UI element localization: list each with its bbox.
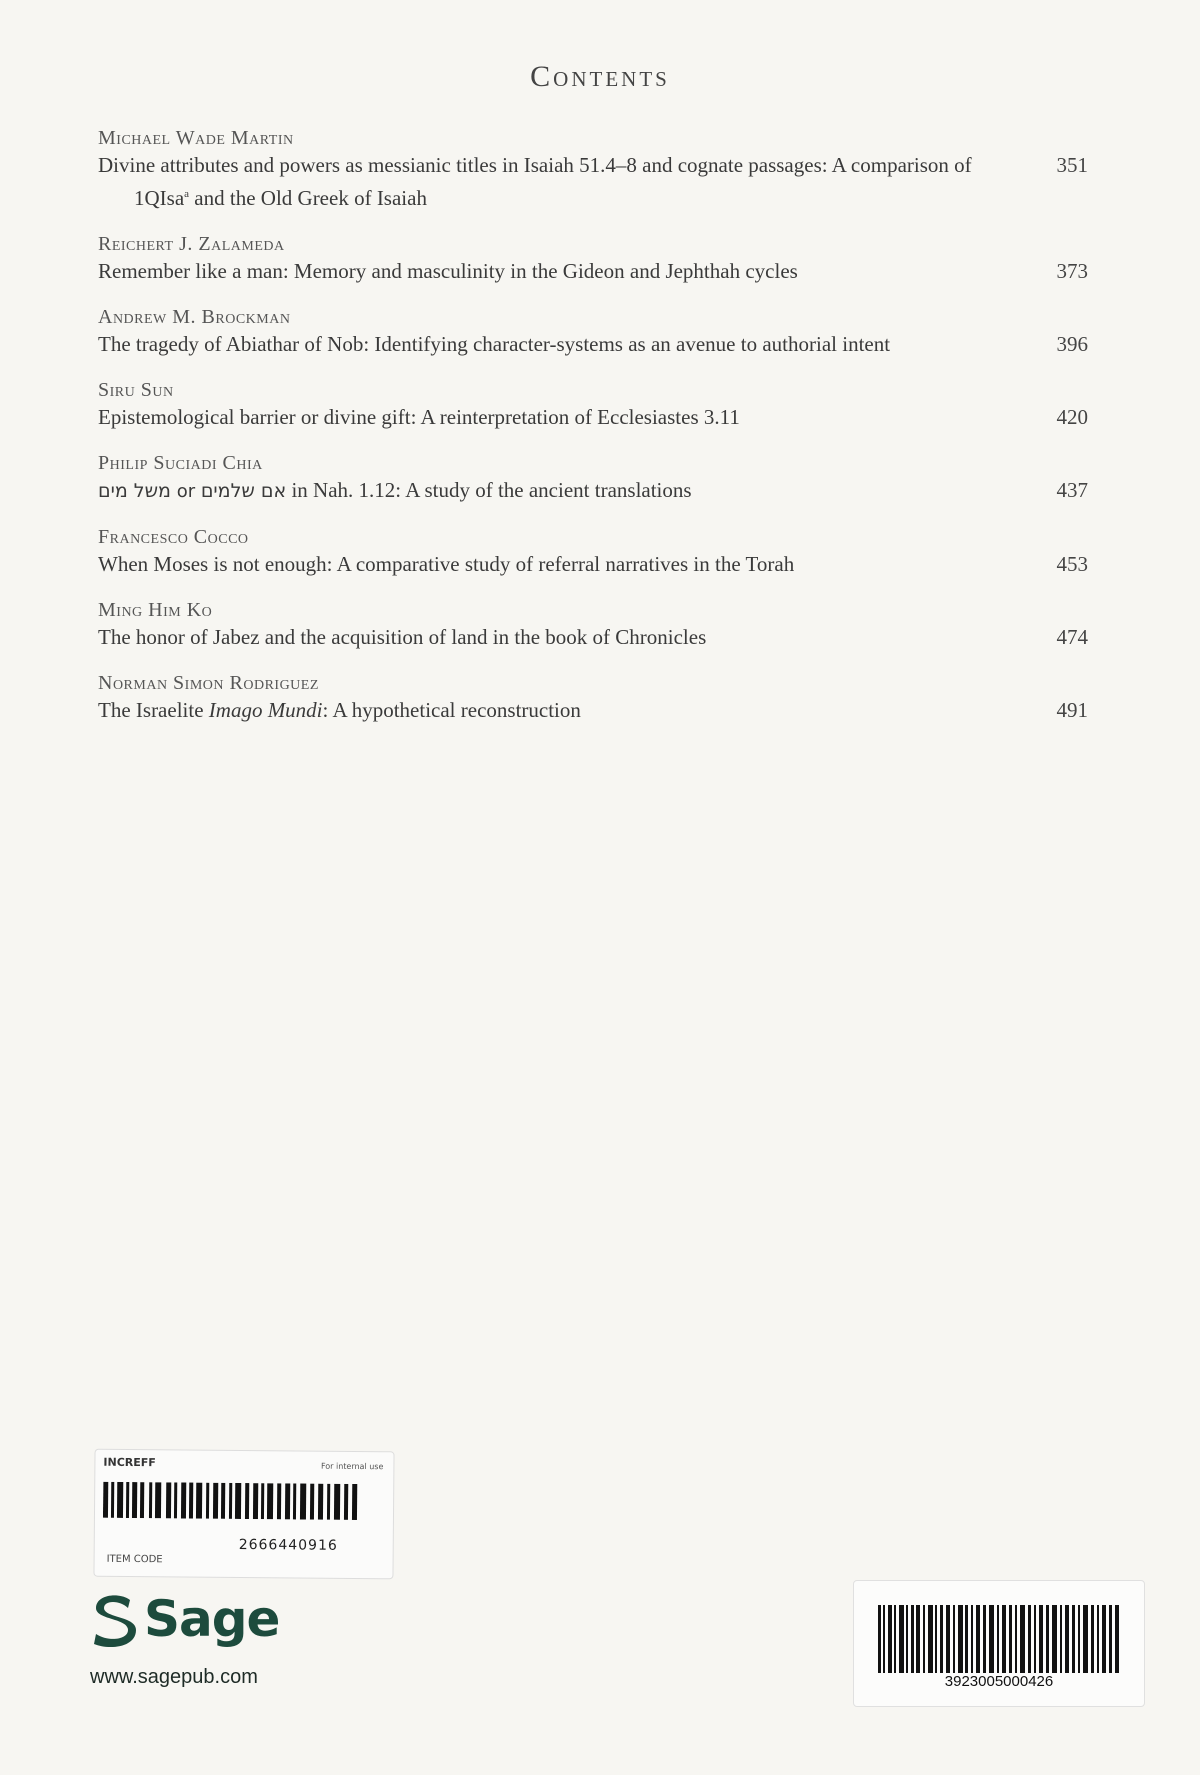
sticker-label: ITEM CODE (106, 1553, 163, 1566)
toc-entry (98, 304, 1088, 359)
toc-entry (98, 597, 1088, 652)
toc-entry (98, 524, 1088, 579)
entry-title: משל מים or אם שלמים in Nah. 1.12: A study of the ancient translations (98, 478, 692, 502)
publisher-logo (90, 1590, 279, 1648)
publisher-website[interactable]: www.sagepub.com (90, 1666, 258, 1688)
entry-author: Philip Suciadi Chia (98, 452, 263, 474)
entry-page-number: 474 (1056, 625, 1088, 649)
entry-author: Siru Sun (98, 379, 174, 401)
publisher-name: Sage (144, 1590, 280, 1648)
sticker-brand: INCREFF (103, 1455, 156, 1470)
entry-page-number: 491 (1056, 698, 1088, 722)
entry-title: The tragedy of Abiathar of Nob: Identifying character-systems as an avenue to authorial intent (98, 332, 891, 356)
entry-title: The honor of Jabez and the acquisition of land in the book of Chronicles (98, 625, 707, 649)
toc-entry (98, 670, 1088, 725)
retail-barcode (853, 1580, 1145, 1707)
toc-entry (98, 450, 1088, 506)
entry-author: Reichert J. Zalameda (98, 233, 285, 255)
toc-entry (98, 377, 1088, 432)
entry-page-number: 420 (1056, 405, 1088, 429)
entry-page-number: 351 (1056, 153, 1088, 177)
hebrew-text: משל מים (98, 480, 171, 502)
entry-author: Norman Simon Rodriguez (98, 672, 319, 694)
toc-entry (98, 125, 1088, 213)
entry-title: Divine attributes and powers as messianic titles in Isaiah 51.4–8 and cognate passages: A comparison of 1QIsa$^a$ and the Old Greek of Isaiah (98, 153, 972, 210)
sticker-barcode-icon (103, 1482, 358, 1524)
entry-author: Andrew M. Brockman (98, 306, 291, 328)
item-code-sticker (93, 1449, 394, 1580)
entry-page-number: 453 (1056, 552, 1088, 576)
entry-page-number: 437 (1056, 478, 1088, 502)
entry-author: Francesco Cocco (98, 526, 249, 548)
page-title: Contents (530, 60, 670, 93)
barcode-icon (878, 1605, 1120, 1673)
entry-author: Michael Wade Martin (98, 127, 294, 149)
entry-title: When Moses is not enough: A comparative study of referral narratives in the Torah (98, 552, 795, 576)
entry-page-number: 373 (1056, 259, 1088, 283)
entry-page-number: 396 (1056, 332, 1088, 356)
table-of-contents (98, 125, 1088, 743)
sticker-note: For internal use (320, 1461, 384, 1472)
hebrew-text: אם שלמים (200, 480, 287, 502)
barcode-number: 3923005000426 (944, 1673, 1054, 1690)
entry-title: The Israelite Imago Mundi: A hypothetical reconstruction (98, 698, 581, 722)
entry-title: Remember like a man: Memory and masculinity in the Gideon and Jephthah cycles (98, 259, 798, 283)
sticker-code: 2666440916 (238, 1536, 338, 1554)
entry-title: Epistemological barrier or divine gift: A reinterpretation of Ecclesiastes 3.11 (98, 405, 740, 429)
sage-s-icon (90, 1590, 136, 1648)
toc-entry (98, 231, 1088, 286)
entry-author: Ming Him Ko (98, 599, 213, 621)
